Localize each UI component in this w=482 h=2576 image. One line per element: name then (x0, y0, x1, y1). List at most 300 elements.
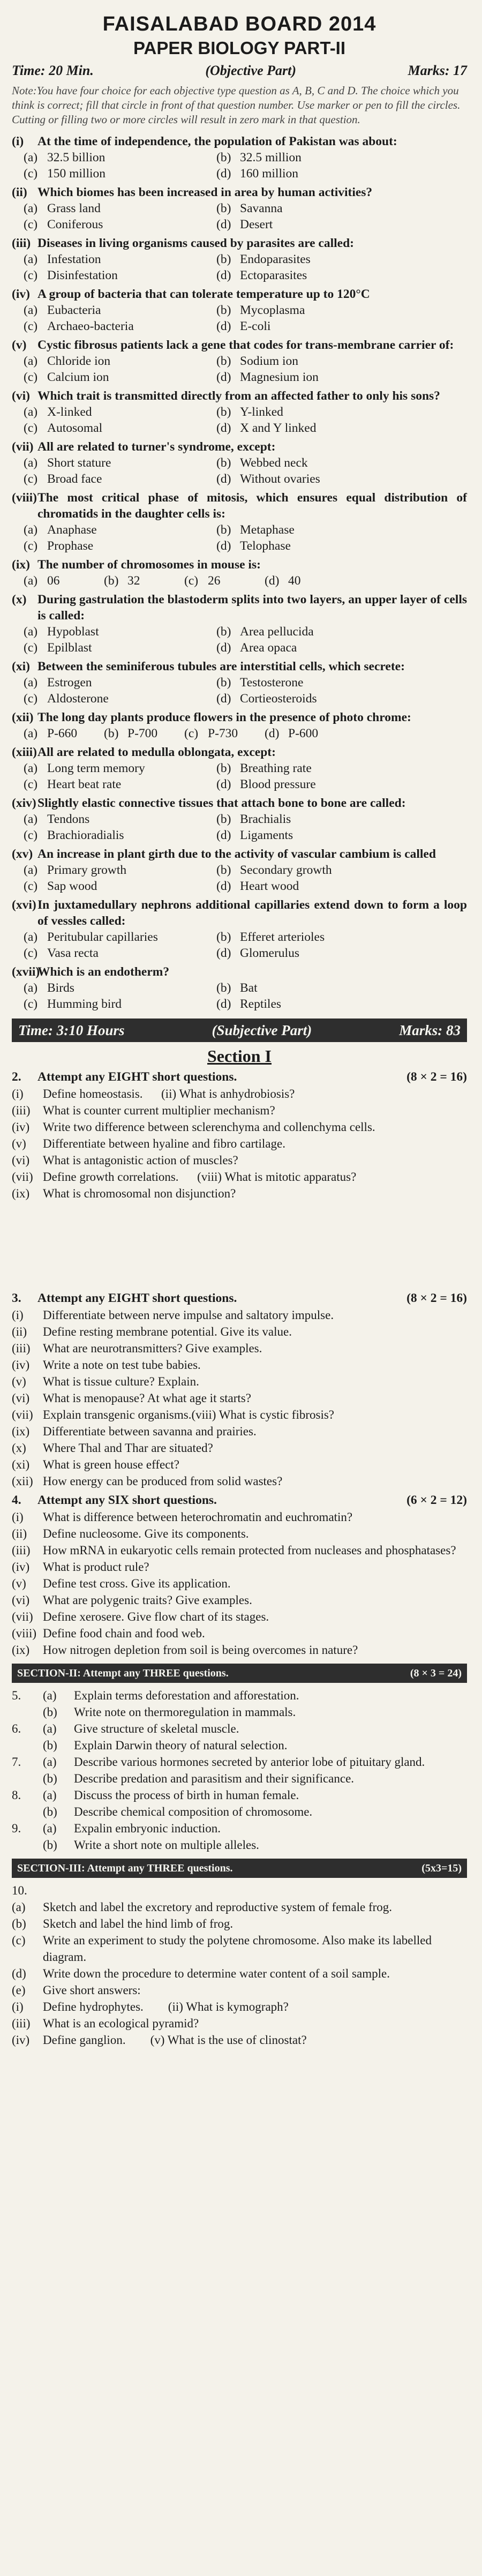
option-letter: (c) (24, 218, 38, 231)
mcq-option (216, 640, 409, 656)
option-letter: (c) (24, 472, 38, 486)
option-text: Ectoparasites (240, 268, 307, 282)
option-letter: (b) (216, 676, 231, 690)
long-question-part (12, 1737, 467, 1754)
mcq-question (12, 846, 467, 862)
option-text: Glomerulus (240, 946, 299, 960)
mcq-option (216, 760, 409, 776)
question-instruction: Attempt any SIX short questions. (37, 1493, 217, 1507)
mcq-question (12, 709, 467, 725)
option-text: Metaphase (240, 523, 295, 537)
option-text: Epilblast (47, 641, 92, 655)
mcq-options (12, 149, 467, 182)
practical-item-text: Sketch and label the excretory and reproductive system of female frog. (43, 1900, 393, 1914)
short-question-number: (vi) (12, 1593, 30, 1607)
option-letter: (c) (24, 777, 38, 791)
short-question-number: (ii) (12, 1325, 27, 1338)
short-question-number: (ii) (161, 1087, 177, 1100)
option-text: 32.5 million (240, 151, 302, 164)
question-number: 4. (12, 1493, 21, 1507)
part-letter: (b) (43, 1838, 57, 1852)
part-letter: (a) (43, 1822, 57, 1835)
question-number: (xvii) (12, 965, 40, 979)
option-letter: (d) (265, 727, 280, 740)
short-question (12, 1440, 467, 1456)
mcq-option (216, 980, 409, 996)
mcq-question (12, 897, 467, 929)
question-number: 2. (12, 1070, 21, 1084)
question-text: Which biomes has been increased in area by human activities? (37, 185, 373, 199)
mcq-options (12, 811, 467, 843)
question-instruction: Attempt any EIGHT short questions. (37, 1291, 237, 1305)
short-question (12, 1423, 467, 1440)
practical-item-letter: (a) (12, 1900, 26, 1914)
short-question-text: What is menopause? At what age it starts? (43, 1391, 251, 1405)
mcq-option (24, 522, 216, 538)
mcq-option (216, 166, 409, 182)
option-text: Savanna (240, 201, 283, 215)
option-letter: (d) (216, 319, 231, 333)
mcq-option (104, 725, 184, 742)
option-text: 26 (208, 574, 221, 588)
option-letter: (b) (216, 456, 231, 470)
question-text: Diseases in living organisms caused by parasites are called: (37, 236, 354, 250)
mcq-question (12, 490, 467, 522)
mcq-option (24, 302, 216, 318)
short-question (12, 1323, 467, 1340)
practical-item-text: What is an ecological pyramid? (43, 2017, 199, 2030)
option-text: 32.5 billion (47, 151, 106, 164)
mcq-question (12, 184, 467, 200)
long-question-part (12, 1704, 467, 1720)
short-question-text: Differentiate between savanna and prairies. (43, 1425, 257, 1438)
practical-item-text: What is the use of clinostat? (167, 2033, 307, 2047)
long-question-number (12, 1770, 43, 1787)
part-letter: (b) (43, 1772, 57, 1785)
question-3 (12, 1290, 467, 1489)
mcq-question (12, 235, 467, 251)
mcq-option (24, 318, 216, 334)
short-question (12, 1592, 467, 1608)
short-question (12, 1373, 467, 1390)
option-letter: (c) (24, 268, 38, 282)
short-question-number: (v) (12, 1375, 26, 1388)
mcq-options (12, 573, 467, 589)
option-text: Humming bird (47, 997, 122, 1011)
mcq-option (216, 538, 409, 554)
option-letter: (c) (24, 946, 38, 960)
option-letter: (d) (265, 574, 280, 588)
option-letter: (c) (24, 370, 38, 384)
short-question-text: Define homeostasis. (ii) What is anhydrobiosis? (43, 1087, 295, 1100)
option-letter: (c) (24, 641, 38, 655)
short-question-text: How nitrogen depletion from soil is being overcomes in nature? (43, 1643, 358, 1657)
question-text: Cystic fibrosus patients lack a gene that codes for trans-membrane carrier of: (37, 338, 454, 352)
option-letter: (d) (216, 777, 231, 791)
option-text: Eubacteria (47, 303, 101, 317)
option-letter: (a) (24, 727, 38, 740)
option-text: Secondary growth (240, 863, 332, 877)
long-question-part (12, 1687, 467, 1704)
section-three-questions (12, 1882, 467, 2048)
long-question-number: 7. (12, 1755, 21, 1769)
mcq-option (24, 640, 216, 656)
option-text: Grass land (47, 201, 101, 215)
mcq-option (24, 862, 216, 878)
question-marks: (8 × 2 = 16) (406, 1291, 467, 1305)
mcq-option (24, 691, 216, 707)
mcq-option (216, 404, 409, 420)
mcq-option (24, 353, 216, 369)
mcq-option (24, 827, 216, 843)
mcq-option (184, 573, 265, 589)
mcq-option (24, 251, 216, 267)
short-question-text: Define growth correlations. (viii) What is mitotic apparatus? (43, 1170, 357, 1184)
long-question-number (12, 1803, 43, 1820)
option-text: Calcium ion (47, 370, 109, 384)
mcq-option (24, 538, 216, 554)
option-letter: (b) (216, 252, 231, 266)
short-question (12, 1185, 467, 1202)
question-2 (12, 1068, 467, 1202)
option-letter: (a) (24, 574, 38, 588)
long-question-part (12, 1803, 467, 1820)
mcq-options (12, 455, 467, 487)
practical-item-letter: (iv) (12, 2033, 30, 2047)
short-question-number: (xii) (12, 1474, 33, 1488)
short-question-number: (i) (12, 1510, 24, 1524)
long-question-number: 5. (12, 1689, 21, 1702)
short-question-number: (vii) (12, 1170, 33, 1184)
short-question-number: (vi) (12, 1391, 30, 1405)
short-question-text: Define food chain and food web. (43, 1627, 205, 1640)
section-two-marks: (8 × 3 = 24) (410, 1667, 462, 1679)
section-one-title: Section I (207, 1046, 272, 1066)
question-text: At the time of independence, the population of Pakistan was about: (37, 134, 397, 148)
option-text: X-linked (47, 405, 92, 419)
section-three-band (12, 1859, 467, 1878)
part-label: (Objective Part) (205, 63, 296, 78)
mcq-option (216, 353, 409, 369)
marks-label: Marks: 17 (408, 63, 467, 78)
option-text: Reptiles (240, 997, 282, 1011)
mcq-option (216, 691, 409, 707)
option-letter: (b) (216, 812, 231, 826)
question-text: All are related to turner's syndrome, except: (37, 440, 276, 454)
option-letter: (b) (216, 981, 231, 995)
option-text: Magnesium ion (240, 370, 319, 384)
practical-item-text: What is kymograph? (186, 2000, 289, 2013)
long-question-part (12, 1837, 467, 1853)
short-question-number: (viii) (197, 1170, 222, 1184)
mcq-option (216, 522, 409, 538)
mcq-option (24, 996, 216, 1012)
mcq-list (12, 133, 467, 1012)
mcq-options (12, 302, 467, 334)
mcq-option (24, 929, 216, 945)
question-4 (12, 1492, 467, 1658)
option-letter: (d) (216, 472, 231, 486)
option-text: 32 (127, 574, 140, 588)
mcq-option (24, 455, 216, 471)
short-question-number: (x) (12, 1441, 26, 1455)
option-text: E-coli (240, 319, 271, 333)
mcq-option (24, 760, 216, 776)
question-marks: (8 × 2 = 16) (406, 1070, 467, 1084)
part-letter: (a) (43, 1755, 57, 1769)
option-text: Chloride ion (47, 354, 111, 368)
part-text: Discuss the process of birth in human female. (74, 1788, 299, 1802)
option-letter: (d) (216, 539, 231, 553)
section-three-title: SECTION-III: Attempt any THREE questions. (17, 1862, 233, 1874)
question-number: (xi) (12, 660, 30, 673)
practical-item-letter: (v) (150, 2033, 165, 2047)
mcq-option (216, 624, 409, 640)
option-letter: (b) (216, 863, 231, 877)
mcq-option (216, 811, 409, 827)
short-question (12, 1152, 467, 1169)
short-question-number: (ix) (12, 1187, 30, 1200)
option-letter: (c) (24, 539, 38, 553)
mcq-option (216, 827, 409, 843)
mcq-question (12, 388, 467, 404)
long-question-part (12, 1787, 467, 1803)
practical-item-letter: (b) (12, 1917, 26, 1930)
question-heading (12, 1492, 467, 1509)
short-question-number: (i) (12, 1308, 24, 1322)
option-letter: (c) (24, 167, 38, 181)
option-text: X and Y linked (240, 421, 317, 435)
short-question-number: (ii) (12, 1527, 27, 1540)
short-question-text: Differentiate between hyaline and fibro cartilage. (43, 1137, 285, 1150)
section-two-questions (12, 1687, 467, 1853)
short-question (12, 1642, 467, 1658)
short-question-text: Define resting membrane potential. Give its value. (43, 1325, 292, 1338)
practical-item-letter: (ii) (168, 2000, 183, 2013)
mcq-option (216, 471, 409, 487)
instructions-note: Note:You have four choice for each objective type question as A, B, C and D. The choice which you think is correct; fill that circle in front of that question number. Use marker or pen to fill the circles. Cutting or filling two or more circles will result in zero mark in that question. (12, 84, 461, 126)
practical-item-text: Define ganglion. (v) What is the use of clinostat? (43, 2033, 307, 2047)
option-text: Telophase (240, 539, 291, 553)
option-text: Sodium ion (240, 354, 299, 368)
mcq-options (12, 760, 467, 792)
short-question-text: Define nucleosome. Give its components. (43, 1527, 249, 1540)
mcq-option (216, 267, 409, 283)
mcq-option (24, 267, 216, 283)
option-letter: (b) (216, 761, 231, 775)
part-text: Describe various hormones secreted by anterior lobe of pituitary gland. (74, 1755, 425, 1769)
mcq-question (12, 591, 467, 624)
practical-item-letter: (iii) (12, 2017, 31, 2030)
question-number: (v) (12, 338, 27, 352)
short-question (12, 1406, 467, 1423)
mcq-option (265, 573, 345, 589)
question-text: During gastrulation the blastoderm splits into two layers, an upper layer of cells is called: (37, 593, 467, 623)
option-text: Coniferous (47, 218, 103, 231)
option-letter: (d) (216, 218, 231, 231)
mcq-options (12, 862, 467, 894)
mcq-option (24, 725, 104, 742)
mcq-option (216, 878, 409, 894)
question-instruction: Attempt any EIGHT short questions. (37, 1070, 237, 1084)
practical-item (12, 1998, 467, 2015)
short-question-number: (iv) (12, 1120, 30, 1134)
mcq-option (24, 945, 216, 961)
question-number: (x) (12, 593, 27, 606)
part-letter: (a) (43, 1788, 57, 1802)
option-letter: (c) (24, 421, 38, 435)
mcq-option (216, 862, 409, 878)
mcq-option (24, 166, 216, 182)
mcq-option (216, 318, 409, 334)
option-letter: (a) (24, 676, 38, 690)
option-text: Area opaca (240, 641, 297, 655)
question-text: The number of chromosomes in mouse is: (37, 558, 261, 572)
question-number: (xv) (12, 847, 33, 861)
option-text: Archaeo-bacteria (47, 319, 134, 333)
part-text: Describe predation and parasitism and their significance. (74, 1772, 355, 1785)
mcq-options (12, 404, 467, 436)
question-text: Slightly elastic connective tissues that attach bone to bone are called: (37, 796, 406, 810)
short-question-text: What is anhydrobiosis? (179, 1087, 295, 1100)
mcq-option (216, 251, 409, 267)
option-letter: (b) (216, 201, 231, 215)
option-letter: (a) (24, 201, 38, 215)
mcq-option (24, 878, 216, 894)
short-question-number: (v) (12, 1137, 26, 1150)
short-question (12, 1357, 467, 1373)
option-text: Estrogen (47, 676, 92, 690)
short-question-text: Write a note on test tube babies. (43, 1358, 201, 1372)
short-question-text: How mRNA in eukaryotic cells remain protected from nucleases and phosphatases? (43, 1544, 456, 1557)
practical-item-text: Sketch and label the hind limb of frog. (43, 1917, 234, 1930)
question-number: (iv) (12, 287, 30, 301)
long-question-number: 6. (12, 1722, 21, 1735)
mcq-option (24, 149, 216, 166)
option-text: 160 million (240, 167, 299, 181)
short-question (12, 1456, 467, 1473)
option-text: Disinfestation (47, 268, 118, 282)
short-question-text: What are polygenic traits? Give examples. (43, 1593, 252, 1607)
practical-item-text: Write an experiment to study the polytene chromosome. Also make its labelled diagram. (43, 1934, 432, 1964)
option-letter: (b) (104, 727, 119, 740)
option-letter: (a) (24, 930, 38, 944)
mcq-option (24, 200, 216, 216)
option-text: Tendons (47, 812, 90, 826)
short-question (12, 1559, 467, 1575)
short-question-number: (xi) (12, 1458, 30, 1471)
short-question (12, 1509, 467, 1525)
option-text: P-660 (47, 727, 78, 740)
short-question (12, 1542, 467, 1559)
practical-item (12, 2032, 467, 2048)
mcq-options (12, 675, 467, 707)
short-question-number: (ix) (12, 1425, 30, 1438)
question-number: (ii) (12, 185, 27, 199)
short-question-text: What is product rule? (43, 1560, 149, 1574)
option-text: Prophase (47, 539, 94, 553)
short-question (12, 1102, 467, 1119)
long-question-number (12, 1704, 43, 1720)
practical-item-letter: (c) (12, 1934, 26, 1947)
objective-meta (12, 61, 467, 80)
mcq-option (216, 776, 409, 792)
mcq-option (216, 420, 409, 436)
short-question-text: What is chromosomal non disjunction? (43, 1187, 236, 1200)
part-letter: (a) (43, 1689, 57, 1702)
long-question-part (12, 1820, 467, 1837)
practical-item-text: Give short answers: (43, 1983, 141, 1997)
long-question-number: 8. (12, 1788, 21, 1802)
long-question-number (12, 1837, 43, 1853)
long-question-number (12, 1737, 43, 1754)
question-number: (i) (12, 134, 24, 148)
mcq-question (12, 439, 467, 455)
mcq-option (216, 216, 409, 233)
option-text: Brachialis (240, 812, 291, 826)
mcq-option (216, 149, 409, 166)
option-text: Efferet arterioles (240, 930, 325, 944)
question-number: (xiii) (12, 745, 37, 759)
option-text: 06 (47, 574, 60, 588)
short-question (12, 1119, 467, 1135)
practical-item (12, 1965, 467, 1982)
option-letter: (a) (24, 981, 38, 995)
option-text: P-700 (127, 727, 158, 740)
question-number: (ix) (12, 558, 30, 572)
mcq-option (24, 573, 104, 589)
question-text: Which is an endotherm? (37, 965, 170, 979)
option-text: Sap wood (47, 879, 97, 893)
option-letter: (c) (184, 574, 199, 588)
mcq-options (12, 353, 467, 385)
subjective-marks: Marks: 83 (399, 1022, 461, 1038)
short-question (12, 1340, 467, 1357)
practical-item (12, 1932, 467, 1965)
question-text: All are related to medulla oblongata, except: (37, 745, 276, 759)
practical-item (12, 1915, 467, 1932)
board-title: FAISALABAD BOARD 2014 (102, 13, 376, 35)
short-question-text: Explain transgenic organisms.(viii) What is cystic fibrosis? (43, 1408, 335, 1421)
short-question-text: What is counter current multiplier mechanism? (43, 1104, 275, 1117)
short-question-number: (ix) (12, 1643, 30, 1657)
part-letter: (b) (43, 1805, 57, 1818)
mcq-option (265, 725, 345, 742)
mcq-option (184, 725, 265, 742)
mcq-options (12, 624, 467, 656)
short-question-text: What is tissue culture? Explain. (43, 1375, 199, 1388)
question-10-number: 10. (12, 1884, 27, 1897)
short-question (12, 1135, 467, 1152)
option-letter: (b) (216, 151, 231, 164)
practical-item-text: Write down the procedure to determine water content of a soil sample. (43, 1967, 390, 1980)
short-question-number: (iv) (12, 1358, 30, 1372)
short-question (12, 1307, 467, 1323)
practical-item (12, 1982, 467, 1998)
question-number: (xii) (12, 710, 34, 724)
option-text: Birds (47, 981, 74, 995)
short-question-number: (vi) (12, 1154, 30, 1167)
mcq-option (216, 455, 409, 471)
question-text: Which trait is transmitted directly from an affected father to only his sons? (37, 389, 440, 403)
mcq-question (12, 133, 467, 149)
short-question-number: (viii) (12, 1627, 36, 1640)
option-text: Bat (240, 981, 258, 995)
option-text: Mycoplasma (240, 303, 305, 317)
mcq-option (216, 200, 409, 216)
option-text: 40 (288, 574, 301, 588)
option-text: Primary growth (47, 863, 127, 877)
